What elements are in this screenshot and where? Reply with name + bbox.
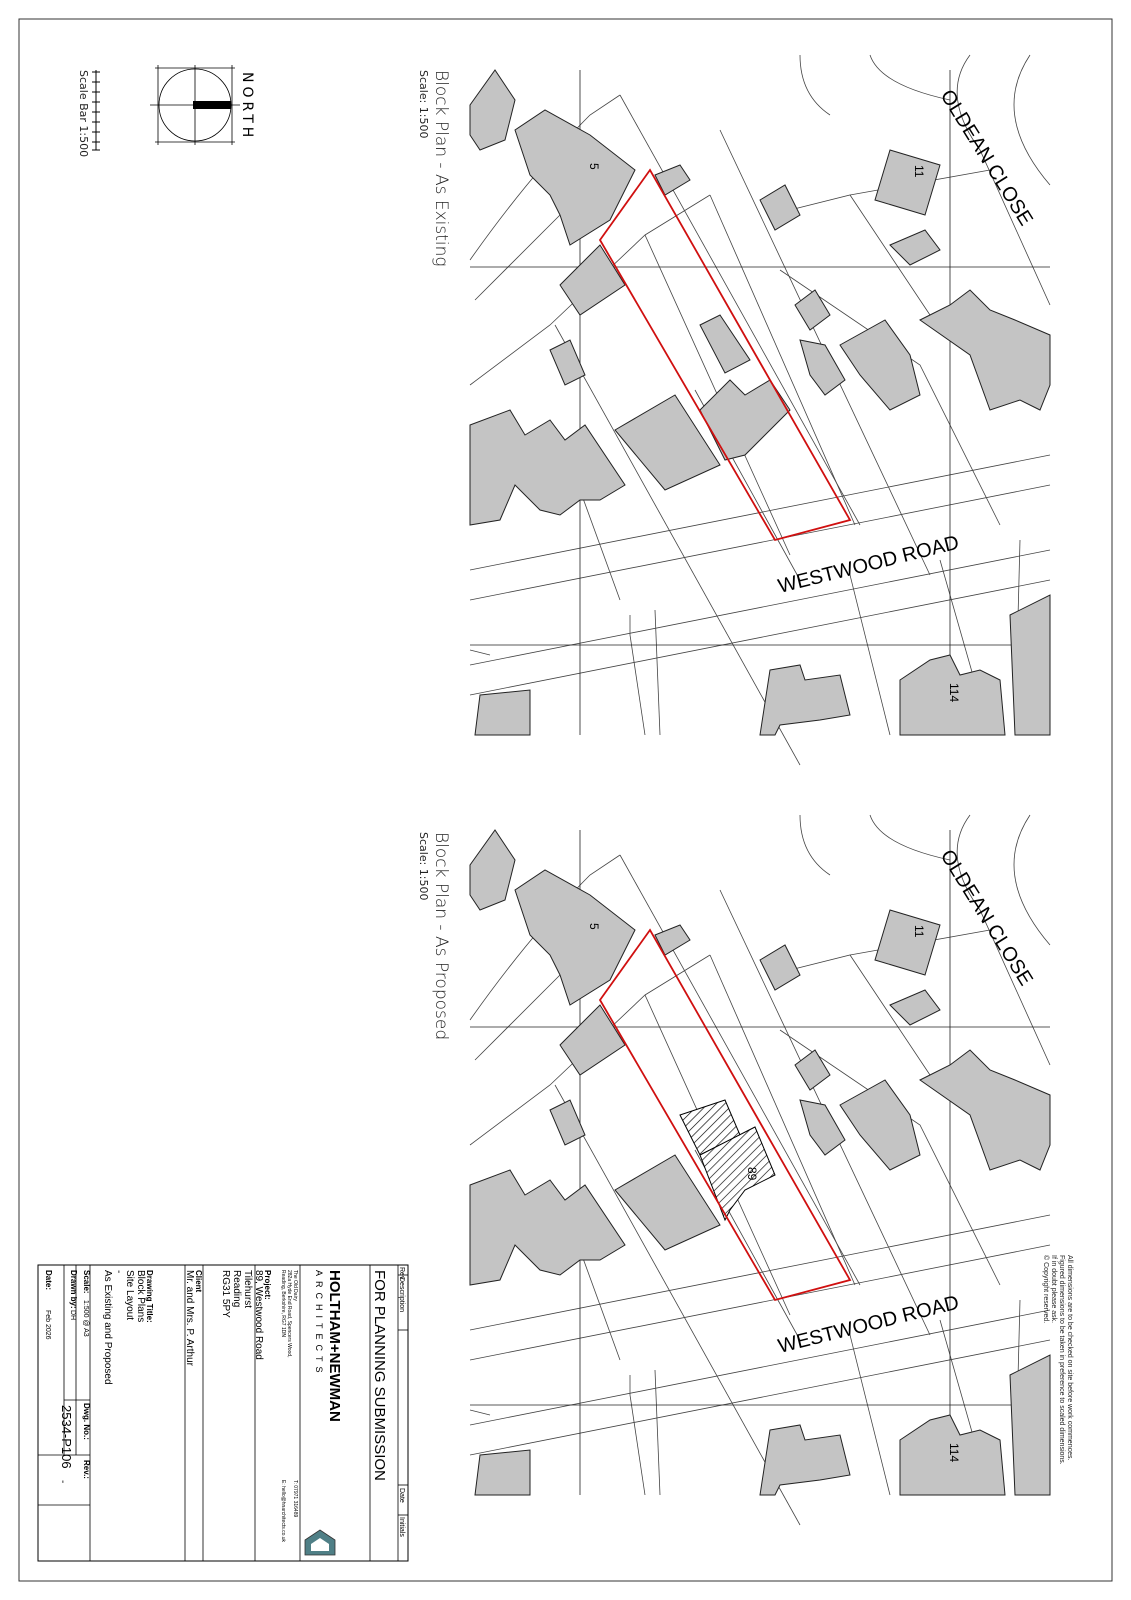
north-label: NORTH [239,72,255,142]
drawing-title-line-3: - [113,1270,124,1274]
road-label-oldean-existing: OLDEAN CLOSE [935,85,1037,230]
drawn-by-label: Drawn by: [69,1270,78,1309]
scale-bar [92,70,100,150]
practice-subtitle: ARCHITECTS [314,1270,324,1378]
practice-email: E: hello@hnarchitects.co.uk [280,1480,286,1543]
drawn-by-value: DH [69,1310,76,1321]
client-label: Client [194,1270,203,1293]
project-label: Project: [263,1270,272,1300]
house-number-114-existing: 114 [947,683,961,703]
north-arrow [150,65,240,145]
house-number-5-proposed: 5 [587,923,601,930]
practice-address-3: Reading, Berkshire, RG7 1DN [280,1270,286,1337]
client-name: Mr. and Mrs. P. Arthur [184,1270,195,1366]
house-number-89-proposed: 89 [745,1167,759,1181]
note-line-2: Figured dimensions to be taken in preference to scaled dimensions. [1058,1255,1065,1465]
scale-label: Scale: [82,1270,91,1294]
practice-telephone: T: 07971 316489 [292,1480,298,1518]
practice-address-2: 282a Hyde End Road, Spencers Wood, [286,1270,292,1358]
revision-label: Rev.: [82,1460,91,1479]
plan-scale-existing: Scale: 1:500 [417,70,430,139]
title-block [38,1265,408,1561]
rev-header: Rev [398,1267,405,1280]
project-line-3: Reading [231,1270,242,1308]
road-label-oldean-proposed: OLDEAN CLOSE [935,845,1037,990]
drawing-title-line-2: Site Layout [124,1270,135,1321]
drawing-number-label: Dwg. No.: [82,1403,91,1440]
note-line-4: © Copyright reserved. [1042,1255,1049,1324]
project-line-2: Tilehurst [242,1270,253,1308]
date-value: Feb 2026 [44,1310,51,1340]
note-line-3: If in doubt please ask. [1050,1255,1057,1324]
scale-bar-label: Scale Bar 1:500 [77,70,90,158]
house-number-11-existing: 11 [912,165,926,178]
scale-value: 1:500 @ A3 [82,1300,89,1337]
house-number-11-proposed: 11 [912,925,926,938]
plan-title-proposed: Block Plan - As Proposed [431,832,451,1041]
project-line-1: 89, Westwood Road [253,1270,264,1360]
drawing-number-value: 2534-P106 [59,1405,74,1469]
block-plan-existing [470,55,1050,765]
revision-value: - [57,1480,68,1484]
initials-header: Initials [398,1517,405,1537]
road-label-westwood-proposed: WESTWOOD ROAD [775,1291,962,1358]
plan-scale-proposed: Scale: 1:500 [417,832,430,901]
practice-name: HOLTHAM+NEWMAN [326,1270,343,1422]
project-line-4: RG31 5PY [220,1270,231,1318]
plan-title-existing: Block Plan - As Existing [431,70,451,267]
drawing-title-line-4: As Existing and Proposed [102,1270,113,1385]
drawing-title-label: Drawing Title: [145,1270,154,1323]
date-label: Date: [44,1270,53,1291]
house-number-114-proposed: 114 [947,1443,961,1463]
date-header: Date [398,1488,405,1503]
note-line-1: All dimensions are to be checked on site before work commences. [1066,1255,1073,1461]
drawing-title-line-1: Block Plans [135,1270,146,1323]
block-plan-proposed [470,815,1050,1525]
road-label-westwood-existing: WESTWOOD ROAD [775,531,962,598]
practice-address-1: The Old Dairy [292,1270,298,1301]
submission-status: FOR PLANNING SUBMISSION [371,1270,388,1481]
house-number-5-existing: 5 [587,163,601,170]
description-header: Description [398,1277,405,1313]
